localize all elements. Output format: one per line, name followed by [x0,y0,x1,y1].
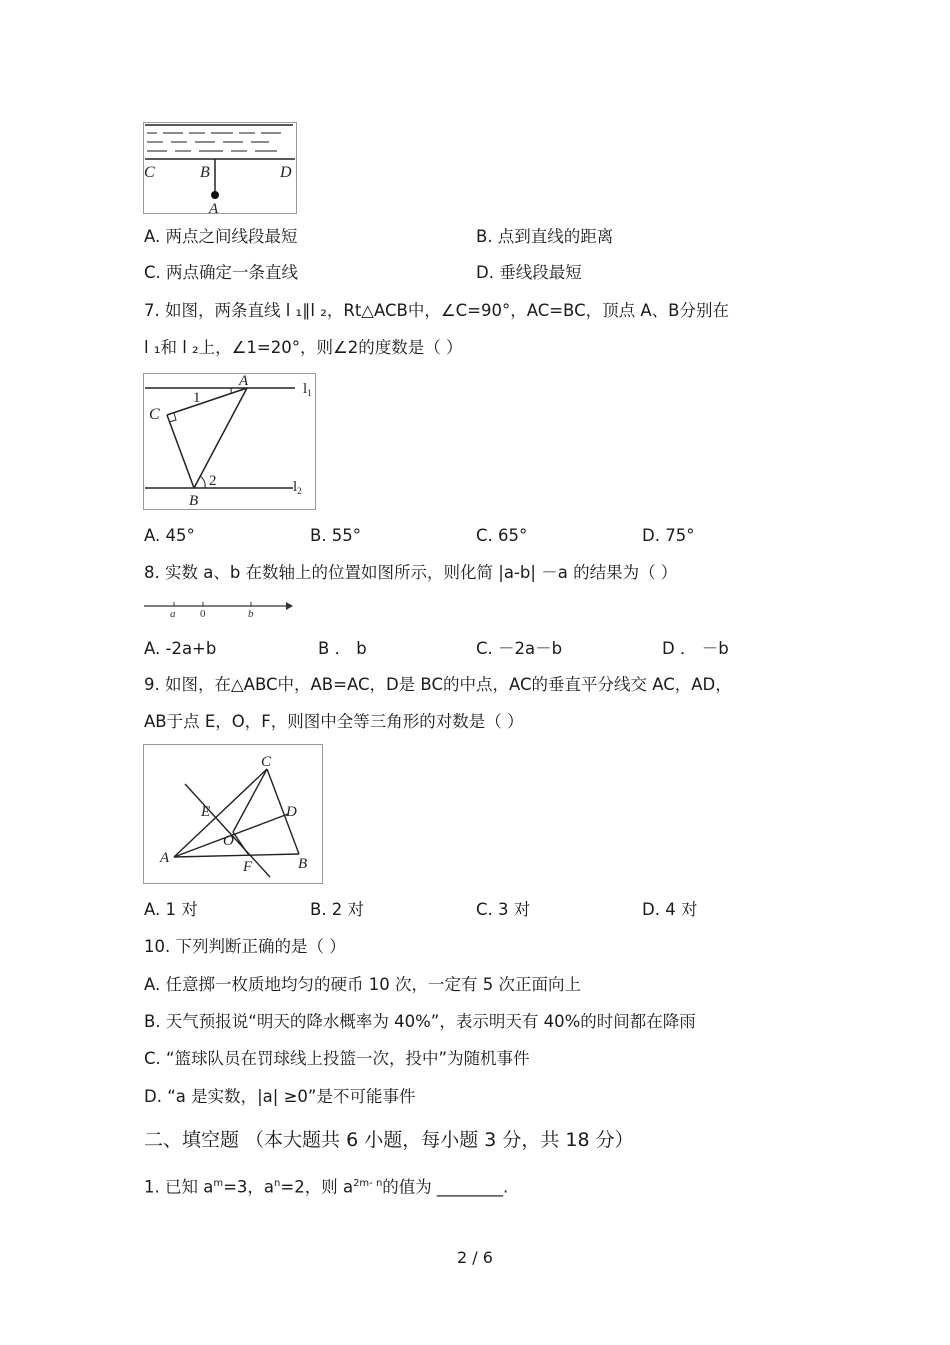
q8-label-a: a [170,608,176,620]
q7-label-l1: $l_1$ [303,381,312,398]
q6-option-c: C. 两点确定一条直线 [144,263,299,282]
q9-label-f: F [243,859,253,875]
q7-label-l2: $l_2$ [293,479,302,496]
q8-text-line1: 8. 实数 a、b 在数轴上的位置如图所示，则化简 |a-b| －a 的结果为（ ） [144,563,678,582]
q6-label-a: A [209,201,219,214]
q9-label-a: A [160,850,170,866]
q9-label-b: B [298,856,308,872]
q9-figure [143,744,323,884]
q9-label-c: C [261,754,272,770]
q7-label-1: 1 [193,390,201,406]
q10-option-a: A. 任意掷一枚质地均匀的硬币 10 次，一定有 5 次正面向上 [144,975,581,994]
q6-figure [143,122,297,214]
q8-label-b: b [248,608,254,620]
q8-number-line [143,596,293,620]
q6-label-b: B [200,164,210,181]
q9-label-e: E [201,804,211,820]
q6-option-a: A. 两点之间线段最短 [144,227,298,246]
q8-option-b: B ． b [318,639,367,658]
q7-label-a: A [239,373,249,389]
q9-text-line1: 9. 如图，在△ABC中，AB=AC，D是 BC的中点，AC的垂直平分线交 AC，AD， [144,675,732,694]
q10-option-d: D. “a 是实数，|a| ≥0”是不可能事件 [144,1087,416,1106]
q7-figure [143,373,316,510]
q7-text-line2: l ₁和 l ₂上，∠1=20°，则∠2的度数是（ ） [144,338,463,357]
fill1-question [144,1173,508,1199]
q9-label-d: D [286,804,297,820]
fill1-mid1: =3，a [223,1177,275,1197]
q8-option-d: D ． －b [662,639,729,658]
q10-option-c: C. “篮球队员在罚球线上投篮一次，投中”为随机事件 [144,1049,530,1068]
q10-option-b: B. 天气预报说“明天的降水概率为 40%”，表示明天有 40%的时间都在降雨 [144,1012,696,1031]
q9-option-c: C. 3 对 [476,900,531,919]
q9-label-o: O [223,833,234,849]
q6-option-d: D. 垂线段最短 [476,263,582,282]
page-number: 2 / 6 [457,1248,493,1267]
q10-text-line1: 10. 下列判断正确的是（ ） [144,937,346,956]
fill1-prefix: 1. 已知 a [144,1177,214,1197]
fill1-suffix: 的值为 ________. [382,1177,509,1197]
q9-text-line2: AB于点 E，O，F，则图中全等三角形的对数是（ ） [144,712,524,731]
fill1-sup-n: n [274,1178,281,1189]
fill1-sup-exp: 2m- n [353,1178,383,1189]
q7-option-a: A. 45° [144,526,195,545]
q7-option-c: C. 65° [476,526,528,545]
q6-option-b: B. 点到直线的距离 [476,227,614,246]
q8-option-a: A. -2a+b [144,639,217,658]
q7-label-2: 2 [209,473,217,489]
q9-option-a: A. 1 对 [144,900,198,919]
q7-text-line1: 7. 如图，两条直线 l ₁∥l ₂，Rt△ACB中，∠C=90°，AC=BC，顶点 A、B分别在 [144,301,729,320]
q7-option-b: B. 55° [310,526,362,545]
q7-label-c: C [149,406,160,423]
fill1-mid2: =2，则 a [280,1177,354,1197]
q7-option-d: D. 75° [642,526,695,545]
fill1-sup-m: m [213,1178,224,1189]
q8-label-0: 0 [200,608,206,620]
q8-option-c: C. －2a－b [476,639,563,658]
q9-option-d: D. 4 对 [642,900,698,919]
q6-label-d: D [280,164,292,181]
q9-option-b: B. 2 对 [310,900,365,919]
q6-label-c: C [144,164,155,181]
q7-label-b: B [189,493,199,509]
section2-title: 二、填空题 （本大题共 6 小题，每小题 3 分，共 18 分） [144,1129,634,1151]
